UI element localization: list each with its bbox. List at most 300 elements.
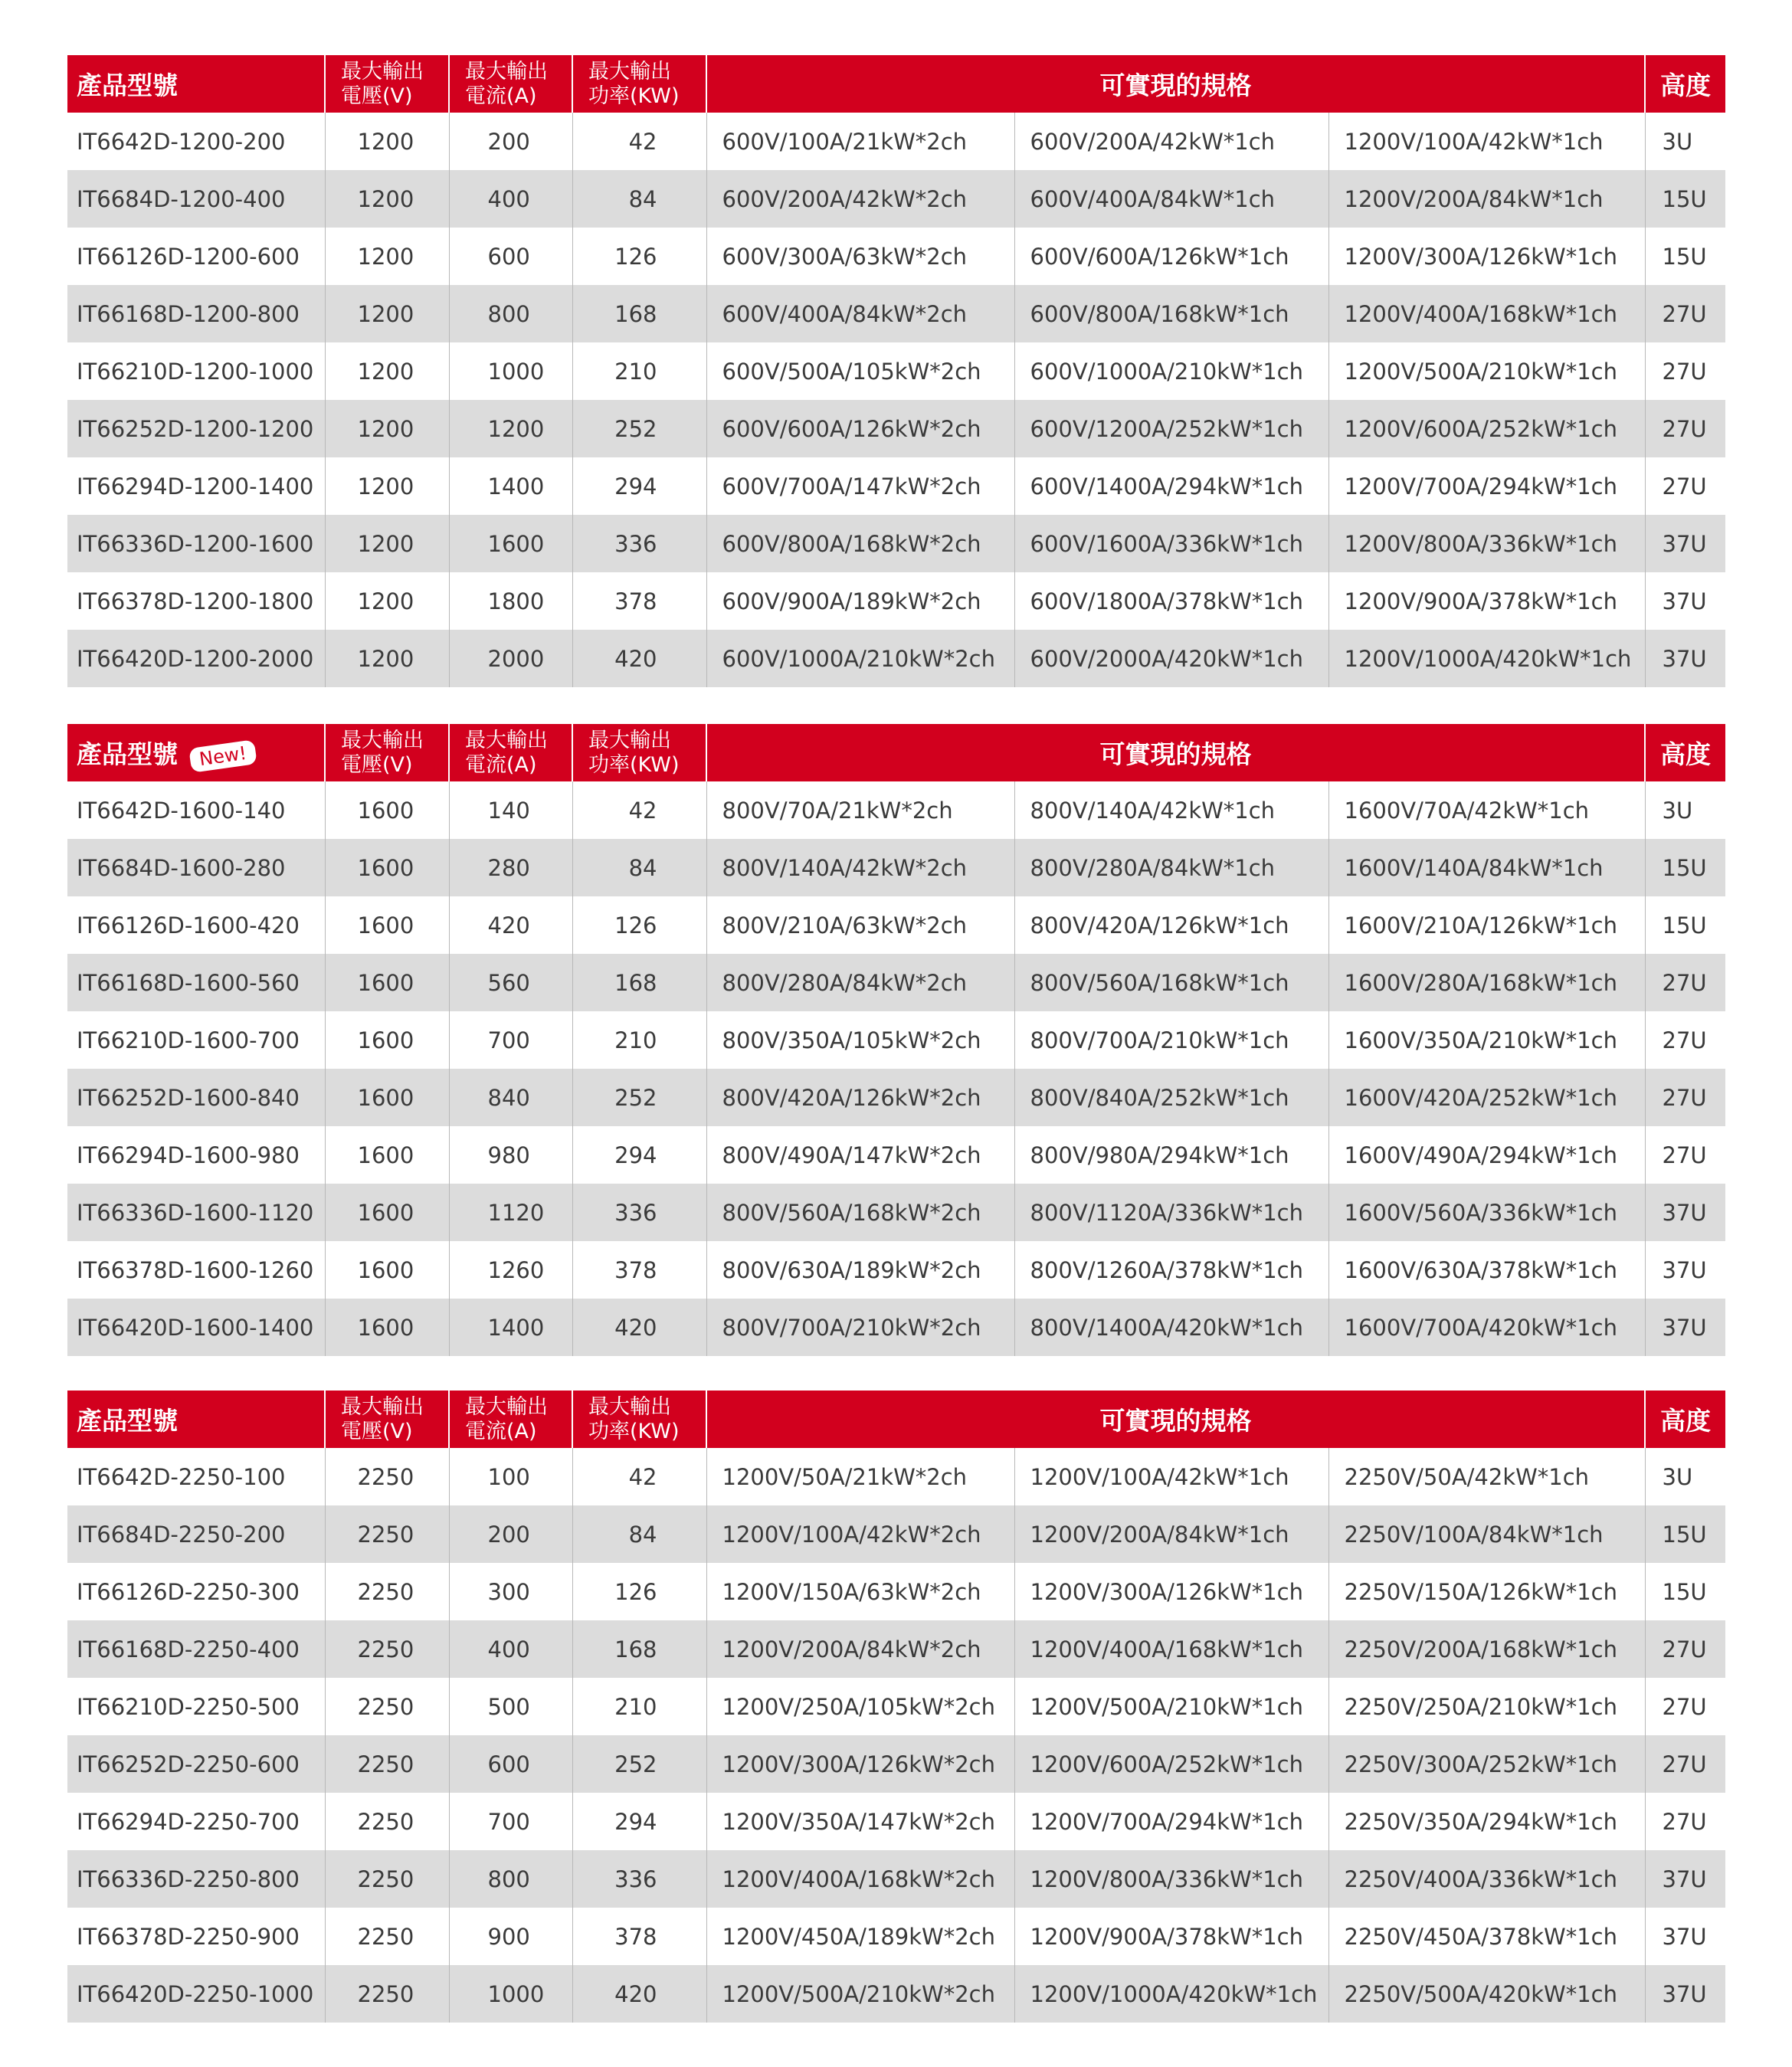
spec-full-voltage-cell: 2250V/450A/378kW*1ch <box>1328 1908 1645 1965</box>
model-cell: IT66252D-1600-840 <box>67 1069 325 1126</box>
voltage-cell: 1600 <box>325 1184 449 1241</box>
voltage-cell: 1200 <box>325 228 449 285</box>
spec-1ch-cell: 800V/1400A/420kW*1ch <box>1014 1299 1328 1356</box>
model-cell: IT66420D-1200-2000 <box>67 630 325 687</box>
spec-1ch-cell: 1200V/700A/294kW*1ch <box>1014 1793 1328 1850</box>
table-row <box>67 630 1725 687</box>
spec-table-1200v <box>67 55 1725 687</box>
header-model-label: 產品型號 <box>77 739 178 769</box>
power-cell: 42 <box>572 781 706 839</box>
model-cell: IT66294D-1200-1400 <box>67 457 325 515</box>
current-cell: 500 <box>449 1678 572 1735</box>
current-cell: 700 <box>449 1011 572 1069</box>
height-cell: 3U <box>1662 1463 1693 1490</box>
voltage-cell: 1600 <box>325 1299 449 1356</box>
model-cell: IT66378D-1200-1800 <box>67 572 325 630</box>
current-cell: 560 <box>449 954 572 1011</box>
current-cell: 100 <box>449 1448 572 1505</box>
table-row <box>67 572 1725 630</box>
spec-2ch-cell: 600V/400A/84kW*2ch <box>706 285 1014 342</box>
table-header-row <box>67 1391 1725 1448</box>
power-cell: 126 <box>572 228 706 285</box>
height-cell: 27U <box>1662 1027 1707 1053</box>
current-cell: 1400 <box>449 457 572 515</box>
header-current <box>449 724 572 781</box>
header-model-label: 產品型號 <box>77 70 178 100</box>
model-cell: IT66294D-2250-700 <box>67 1793 325 1850</box>
spec-1ch-cell: 1200V/800A/336kW*1ch <box>1014 1850 1328 1908</box>
model-cell: IT66294D-1600-980 <box>67 1126 325 1184</box>
header-voltage <box>325 1391 449 1448</box>
spec-full-voltage-cell: 1600V/700A/420kW*1ch <box>1328 1299 1645 1356</box>
current-cell: 980 <box>449 1126 572 1184</box>
header-voltage-line2: 電壓(V) <box>341 84 413 108</box>
spec-1ch-cell: 600V/200A/42kW*1ch <box>1014 113 1328 170</box>
table-body <box>67 781 1725 1356</box>
power-cell: 168 <box>572 1620 706 1678</box>
power-cell: 84 <box>572 170 706 228</box>
table-row <box>67 457 1725 515</box>
current-cell: 1000 <box>449 342 572 400</box>
spec-full-voltage-cell: 1200V/500A/210kW*1ch <box>1328 342 1645 400</box>
height-cell: 27U <box>1662 1142 1707 1168</box>
model-cell: IT66210D-2250-500 <box>67 1678 325 1735</box>
header-current-line1: 最大輸出 <box>465 59 548 84</box>
model-cell: IT6684D-1600-280 <box>67 839 325 896</box>
table-row <box>67 1069 1725 1126</box>
table-row <box>67 781 1725 839</box>
model-cell: IT66210D-1200-1000 <box>67 342 325 400</box>
table-row <box>67 400 1725 457</box>
spec-1ch-cell: 1200V/400A/168kW*1ch <box>1014 1620 1328 1678</box>
height-cell: 37U <box>1662 1314 1707 1341</box>
table-row <box>67 1678 1725 1735</box>
header-height: 高度 <box>1660 1406 1712 1436</box>
current-cell: 1260 <box>449 1241 572 1299</box>
spec-full-voltage-cell: 1200V/600A/252kW*1ch <box>1328 400 1645 457</box>
table-row <box>67 342 1725 400</box>
spec-1ch-cell: 1200V/200A/84kW*1ch <box>1014 1505 1328 1563</box>
model-cell: IT66420D-2250-1000 <box>67 1965 325 2023</box>
header-model-label: 產品型號 <box>77 1406 178 1436</box>
spec-full-voltage-cell: 1200V/800A/336kW*1ch <box>1328 515 1645 572</box>
model-cell: IT6684D-2250-200 <box>67 1505 325 1563</box>
spec-2ch-cell: 800V/490A/147kW*2ch <box>706 1126 1014 1184</box>
height-cell: 27U <box>1662 969 1707 996</box>
model-cell: IT66336D-1600-1120 <box>67 1184 325 1241</box>
power-cell: 84 <box>572 1505 706 1563</box>
table-body <box>67 113 1725 687</box>
height-cell: 15U <box>1662 1578 1707 1605</box>
power-cell: 378 <box>572 572 706 630</box>
voltage-cell: 2250 <box>325 1505 449 1563</box>
current-cell: 420 <box>449 896 572 954</box>
spec-2ch-cell: 600V/900A/189kW*2ch <box>706 572 1014 630</box>
power-cell: 126 <box>572 896 706 954</box>
current-cell: 1000 <box>449 1965 572 2023</box>
header-voltage-line2: 電壓(V) <box>341 1419 413 1443</box>
power-cell: 336 <box>572 1184 706 1241</box>
header-height: 高度 <box>1660 70 1712 100</box>
voltage-cell: 1200 <box>325 170 449 228</box>
model-cell: IT66126D-1600-420 <box>67 896 325 954</box>
table-row <box>67 1011 1725 1069</box>
spec-1ch-cell: 600V/1000A/210kW*1ch <box>1014 342 1328 400</box>
table-row <box>67 1505 1725 1563</box>
header-power-line1: 最大輸出 <box>588 59 671 84</box>
power-cell: 210 <box>572 342 706 400</box>
table-row <box>67 896 1725 954</box>
current-cell: 700 <box>449 1793 572 1850</box>
header-power-line2: 功率(KW) <box>588 752 680 777</box>
header-current <box>449 55 572 113</box>
spec-2ch-cell: 1200V/250A/105kW*2ch <box>706 1678 1014 1735</box>
voltage-cell: 1200 <box>325 515 449 572</box>
power-cell: 210 <box>572 1678 706 1735</box>
spec-1ch-cell: 800V/700A/210kW*1ch <box>1014 1011 1328 1069</box>
height-cell: 37U <box>1662 1980 1707 2007</box>
voltage-cell: 1200 <box>325 285 449 342</box>
spec-full-voltage-cell: 1600V/630A/378kW*1ch <box>1328 1241 1645 1299</box>
spec-1ch-cell: 600V/600A/126kW*1ch <box>1014 228 1328 285</box>
spec-table-2250v <box>67 1391 1725 2023</box>
current-cell: 2000 <box>449 630 572 687</box>
spec-full-voltage-cell: 1600V/560A/336kW*1ch <box>1328 1184 1645 1241</box>
spec-2ch-cell: 600V/100A/21kW*2ch <box>706 113 1014 170</box>
spec-full-voltage-cell: 2250V/100A/84kW*1ch <box>1328 1505 1645 1563</box>
spec-full-voltage-cell: 1600V/490A/294kW*1ch <box>1328 1126 1645 1184</box>
table-row <box>67 1126 1725 1184</box>
header-voltage-line2: 電壓(V) <box>341 752 413 777</box>
spec-2ch-cell: 1200V/150A/63kW*2ch <box>706 1563 1014 1620</box>
spec-full-voltage-cell: 1200V/200A/84kW*1ch <box>1328 170 1645 228</box>
power-cell: 294 <box>572 1793 706 1850</box>
spec-1ch-cell: 800V/280A/84kW*1ch <box>1014 839 1328 896</box>
spec-2ch-cell: 600V/200A/42kW*2ch <box>706 170 1014 228</box>
header-power-line1: 最大輸出 <box>588 728 671 752</box>
header-power <box>572 724 706 781</box>
spec-1ch-cell: 600V/2000A/420kW*1ch <box>1014 630 1328 687</box>
voltage-cell: 2250 <box>325 1448 449 1505</box>
table-header-row <box>67 724 1725 781</box>
table-row <box>67 285 1725 342</box>
spec-2ch-cell: 1200V/450A/189kW*2ch <box>706 1908 1014 1965</box>
header-current-line1: 最大輸出 <box>465 1394 548 1419</box>
height-cell: 37U <box>1662 588 1707 614</box>
height-cell: 27U <box>1662 1084 1707 1111</box>
power-cell: 210 <box>572 1011 706 1069</box>
spec-2ch-cell: 600V/700A/147kW*2ch <box>706 457 1014 515</box>
spec-2ch-cell: 1200V/200A/84kW*2ch <box>706 1620 1014 1678</box>
height-cell: 37U <box>1662 530 1707 557</box>
current-cell: 600 <box>449 228 572 285</box>
spec-1ch-cell: 600V/1200A/252kW*1ch <box>1014 400 1328 457</box>
spec-1ch-cell: 600V/400A/84kW*1ch <box>1014 170 1328 228</box>
height-cell: 27U <box>1662 473 1707 500</box>
spec-1ch-cell: 800V/1120A/336kW*1ch <box>1014 1184 1328 1241</box>
table-row <box>67 170 1725 228</box>
header-power-line2: 功率(KW) <box>588 84 680 108</box>
power-cell: 252 <box>572 1735 706 1793</box>
spec-2ch-cell: 800V/140A/42kW*2ch <box>706 839 1014 896</box>
spec-full-voltage-cell: 1200V/900A/378kW*1ch <box>1328 572 1645 630</box>
height-cell: 27U <box>1662 1693 1707 1720</box>
height-cell: 27U <box>1662 1751 1707 1777</box>
spec-1ch-cell: 1200V/1000A/420kW*1ch <box>1014 1965 1328 2023</box>
spec-table-1600v <box>67 724 1725 1356</box>
table-row <box>67 1965 1725 2023</box>
spec-1ch-cell: 600V/1600A/336kW*1ch <box>1014 515 1328 572</box>
table-header-row <box>67 55 1725 113</box>
voltage-cell: 1600 <box>325 781 449 839</box>
voltage-cell: 2250 <box>325 1908 449 1965</box>
height-cell: 27U <box>1662 415 1707 442</box>
header-voltage <box>325 55 449 113</box>
voltage-cell: 1200 <box>325 400 449 457</box>
height-cell: 37U <box>1662 1256 1707 1283</box>
power-cell: 336 <box>572 1850 706 1908</box>
spec-1ch-cell: 600V/800A/168kW*1ch <box>1014 285 1328 342</box>
voltage-cell: 1600 <box>325 896 449 954</box>
spec-2ch-cell: 800V/280A/84kW*2ch <box>706 954 1014 1011</box>
model-cell: IT66126D-2250-300 <box>67 1563 325 1620</box>
height-cell: 3U <box>1662 128 1693 155</box>
spec-full-voltage-cell: 2250V/200A/168kW*1ch <box>1328 1620 1645 1678</box>
power-cell: 168 <box>572 954 706 1011</box>
spec-2ch-cell: 600V/300A/63kW*2ch <box>706 228 1014 285</box>
power-cell: 294 <box>572 457 706 515</box>
spec-1ch-cell: 800V/420A/126kW*1ch <box>1014 896 1328 954</box>
voltage-cell: 1200 <box>325 113 449 170</box>
new-badge: New! <box>188 739 257 773</box>
header-current <box>449 1391 572 1448</box>
spec-full-voltage-cell: 2250V/250A/210kW*1ch <box>1328 1678 1645 1735</box>
spec-full-voltage-cell: 1600V/140A/84kW*1ch <box>1328 839 1645 896</box>
spec-full-voltage-cell: 1200V/300A/126kW*1ch <box>1328 228 1645 285</box>
model-cell: IT66378D-1600-1260 <box>67 1241 325 1299</box>
height-cell: 15U <box>1662 1521 1707 1548</box>
power-cell: 42 <box>572 113 706 170</box>
model-cell: IT6642D-2250-100 <box>67 1448 325 1505</box>
header-current-line2: 電流(A) <box>465 84 537 108</box>
model-cell: IT66336D-2250-800 <box>67 1850 325 1908</box>
voltage-cell: 1600 <box>325 1011 449 1069</box>
header-height: 高度 <box>1660 739 1712 769</box>
height-cell: 27U <box>1662 1808 1707 1835</box>
voltage-cell: 2250 <box>325 1793 449 1850</box>
spec-1ch-cell: 1200V/500A/210kW*1ch <box>1014 1678 1328 1735</box>
spec-full-voltage-cell: 2250V/350A/294kW*1ch <box>1328 1793 1645 1850</box>
spec-full-voltage-cell: 1200V/700A/294kW*1ch <box>1328 457 1645 515</box>
power-cell: 84 <box>572 839 706 896</box>
model-cell: IT66126D-1200-600 <box>67 228 325 285</box>
header-power-line2: 功率(KW) <box>588 1419 680 1443</box>
table-row <box>67 1735 1725 1793</box>
model-cell: IT6684D-1200-400 <box>67 170 325 228</box>
spec-1ch-cell: 1200V/600A/252kW*1ch <box>1014 1735 1328 1793</box>
spec-2ch-cell: 800V/420A/126kW*2ch <box>706 1069 1014 1126</box>
spec-1ch-cell: 800V/560A/168kW*1ch <box>1014 954 1328 1011</box>
spec-full-voltage-cell: 2250V/500A/420kW*1ch <box>1328 1965 1645 2023</box>
height-cell: 27U <box>1662 358 1707 385</box>
header-model <box>67 55 325 113</box>
height-cell: 27U <box>1662 1636 1707 1662</box>
voltage-cell: 1600 <box>325 1126 449 1184</box>
header-power <box>572 1391 706 1448</box>
current-cell: 200 <box>449 113 572 170</box>
header-power-line1: 最大輸出 <box>588 1394 671 1419</box>
voltage-cell: 2250 <box>325 1563 449 1620</box>
table-row <box>67 1299 1725 1356</box>
voltage-cell: 1200 <box>325 457 449 515</box>
current-cell: 900 <box>449 1908 572 1965</box>
current-cell: 800 <box>449 1850 572 1908</box>
header-specs: 可實現的規格 <box>706 1391 1645 1448</box>
spec-2ch-cell: 600V/600A/126kW*2ch <box>706 400 1014 457</box>
table-row <box>67 113 1725 170</box>
header-current-line1: 最大輸出 <box>465 728 548 752</box>
model-cell: IT66168D-1600-560 <box>67 954 325 1011</box>
current-cell: 300 <box>449 1563 572 1620</box>
spec-2ch-cell: 600V/800A/168kW*2ch <box>706 515 1014 572</box>
current-cell: 140 <box>449 781 572 839</box>
height-cell: 37U <box>1662 1199 1707 1226</box>
power-cell: 420 <box>572 1965 706 2023</box>
current-cell: 1200 <box>449 400 572 457</box>
table-row <box>67 1448 1725 1505</box>
height-cell: 15U <box>1662 185 1707 212</box>
header-specs: 可實現的規格 <box>706 724 1645 781</box>
current-cell: 400 <box>449 1620 572 1678</box>
height-cell: 37U <box>1662 1866 1707 1892</box>
spec-1ch-cell: 800V/1260A/378kW*1ch <box>1014 1241 1328 1299</box>
height-cell: 3U <box>1662 797 1693 824</box>
header-voltage-line1: 最大輸出 <box>341 59 424 84</box>
height-cell: 37U <box>1662 645 1707 672</box>
voltage-cell: 1200 <box>325 630 449 687</box>
spec-2ch-cell: 1200V/400A/168kW*2ch <box>706 1850 1014 1908</box>
current-cell: 280 <box>449 839 572 896</box>
header-current-line2: 電流(A) <box>465 752 537 777</box>
spec-full-voltage-cell: 1600V/350A/210kW*1ch <box>1328 1011 1645 1069</box>
header-model <box>67 724 325 781</box>
voltage-cell: 2250 <box>325 1965 449 2023</box>
spec-full-voltage-cell: 2250V/400A/336kW*1ch <box>1328 1850 1645 1908</box>
spec-1ch-cell: 600V/1800A/378kW*1ch <box>1014 572 1328 630</box>
spec-1ch-cell: 600V/1400A/294kW*1ch <box>1014 457 1328 515</box>
power-cell: 336 <box>572 515 706 572</box>
spec-1ch-cell: 800V/980A/294kW*1ch <box>1014 1126 1328 1184</box>
current-cell: 400 <box>449 170 572 228</box>
power-cell: 42 <box>572 1448 706 1505</box>
voltage-cell: 1200 <box>325 342 449 400</box>
table-body <box>67 1448 1725 2023</box>
spec-1ch-cell: 800V/140A/42kW*1ch <box>1014 781 1328 839</box>
power-cell: 294 <box>572 1126 706 1184</box>
current-cell: 1400 <box>449 1299 572 1356</box>
voltage-cell: 1200 <box>325 572 449 630</box>
spec-2ch-cell: 800V/70A/21kW*2ch <box>706 781 1014 839</box>
height-cell: 15U <box>1662 912 1707 939</box>
power-cell: 378 <box>572 1241 706 1299</box>
current-cell: 1120 <box>449 1184 572 1241</box>
model-cell: IT66210D-1600-700 <box>67 1011 325 1069</box>
spec-full-voltage-cell: 1200V/1000A/420kW*1ch <box>1328 630 1645 687</box>
header-current-line2: 電流(A) <box>465 1419 537 1443</box>
spec-full-voltage-cell: 2250V/150A/126kW*1ch <box>1328 1563 1645 1620</box>
table-row <box>67 1850 1725 1908</box>
header-voltage <box>325 724 449 781</box>
power-cell: 168 <box>572 285 706 342</box>
power-cell: 126 <box>572 1563 706 1620</box>
table-row <box>67 1620 1725 1678</box>
model-cell: IT66420D-1600-1400 <box>67 1299 325 1356</box>
spec-2ch-cell: 1200V/50A/21kW*2ch <box>706 1448 1014 1505</box>
model-cell: IT66168D-1200-800 <box>67 285 325 342</box>
model-cell: IT66378D-2250-900 <box>67 1908 325 1965</box>
spec-1ch-cell: 1200V/300A/126kW*1ch <box>1014 1563 1328 1620</box>
spec-full-voltage-cell: 1200V/400A/168kW*1ch <box>1328 285 1645 342</box>
header-voltage-line1: 最大輸出 <box>341 728 424 752</box>
header-power <box>572 55 706 113</box>
voltage-cell: 1600 <box>325 1241 449 1299</box>
spec-2ch-cell: 800V/210A/63kW*2ch <box>706 896 1014 954</box>
model-cell: IT6642D-1600-140 <box>67 781 325 839</box>
spec-1ch-cell: 1200V/900A/378kW*1ch <box>1014 1908 1328 1965</box>
table-row <box>67 839 1725 896</box>
spec-2ch-cell: 600V/1000A/210kW*2ch <box>706 630 1014 687</box>
spec-full-voltage-cell: 1600V/420A/252kW*1ch <box>1328 1069 1645 1126</box>
voltage-cell: 2250 <box>325 1850 449 1908</box>
spec-full-voltage-cell: 1200V/100A/42kW*1ch <box>1328 113 1645 170</box>
height-cell: 15U <box>1662 243 1707 270</box>
height-cell: 37U <box>1662 1923 1707 1950</box>
header-voltage-line1: 最大輸出 <box>341 1394 424 1419</box>
spec-2ch-cell: 800V/700A/210kW*2ch <box>706 1299 1014 1356</box>
height-cell: 15U <box>1662 854 1707 881</box>
table-row <box>67 1241 1725 1299</box>
voltage-cell: 1600 <box>325 839 449 896</box>
power-cell: 420 <box>572 1299 706 1356</box>
current-cell: 1800 <box>449 572 572 630</box>
power-cell: 252 <box>572 1069 706 1126</box>
spec-2ch-cell: 1200V/100A/42kW*2ch <box>706 1505 1014 1563</box>
power-cell: 420 <box>572 630 706 687</box>
model-cell: IT66252D-2250-600 <box>67 1735 325 1793</box>
power-cell: 378 <box>572 1908 706 1965</box>
spec-2ch-cell: 600V/500A/105kW*2ch <box>706 342 1014 400</box>
spec-full-voltage-cell: 1600V/70A/42kW*1ch <box>1328 781 1645 839</box>
height-cell: 27U <box>1662 300 1707 327</box>
table-row <box>67 515 1725 572</box>
voltage-cell: 1600 <box>325 1069 449 1126</box>
spec-full-voltage-cell: 2250V/50A/42kW*1ch <box>1328 1448 1645 1505</box>
current-cell: 840 <box>449 1069 572 1126</box>
model-cell: IT66252D-1200-1200 <box>67 400 325 457</box>
model-cell: IT66336D-1200-1600 <box>67 515 325 572</box>
voltage-cell: 2250 <box>325 1620 449 1678</box>
spec-2ch-cell: 1200V/300A/126kW*2ch <box>706 1735 1014 1793</box>
model-cell: IT66168D-2250-400 <box>67 1620 325 1678</box>
model-cell: IT6642D-1200-200 <box>67 113 325 170</box>
spec-2ch-cell: 1200V/350A/147kW*2ch <box>706 1793 1014 1850</box>
table-row <box>67 1184 1725 1241</box>
current-cell: 600 <box>449 1735 572 1793</box>
table-row <box>67 954 1725 1011</box>
table-row <box>67 1908 1725 1965</box>
spec-1ch-cell: 1200V/100A/42kW*1ch <box>1014 1448 1328 1505</box>
current-cell: 1600 <box>449 515 572 572</box>
